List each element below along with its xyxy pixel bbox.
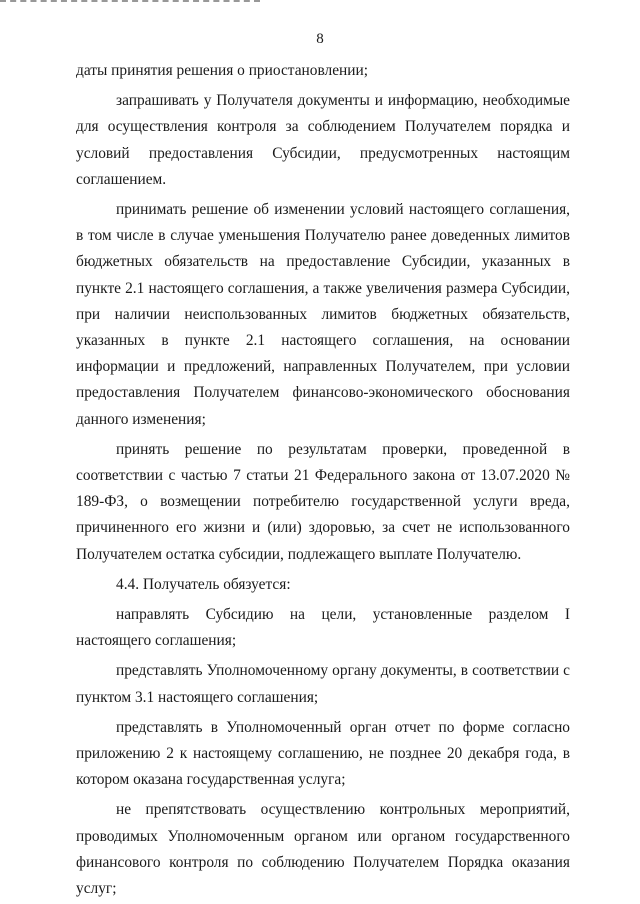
paragraph-control-measures: не препятствовать осуществлению контрольных мероприятий, проводимых Уполномоченным органом или органом государственного финансового контроля по соблюдению Получателем Порядка оказания услуг;	[76, 801, 570, 898]
paragraph-request-documents: запрашивать у Получателя документы и информацию, необходимые для осуществления контроля за соблюдением Получателем порядка и условий предоставления Субсидии, предусмотренных настоящим соглашением.	[76, 92, 570, 188]
paragraph-submit-documents: представлять Уполномоченному органу документы, в соответствии с пунктом 3.1 настоящего соглашения;	[76, 662, 570, 706]
paragraph-continuation: даты принятия решения о приостановлении;	[76, 62, 369, 79]
page-number: 8	[316, 31, 324, 47]
paragraph-compensation-decision: принять решение по результатам проверки, проведенной в соответствии с частью 7 статьи 21 Федерального закона от 13.07.2020 № 189-ФЗ, о возмещении потребителю государственной услуги вреда, причиненного его жизни и (или) здоровью, за счет не использованного Получателем остатка субсидии, подлежащего выплате Получателю.	[76, 440, 570, 563]
paragraph-submit-report: представлять в Уполномоченный орган отчет по форме согласно приложению 2 к настоящему соглашению, не позднее 20 декабря года, в котором оказана государственная услуга;	[76, 718, 570, 789]
paragraph-change-conditions: принимать решение об изменении условий настоящего соглашения, в том числе в случае уменьшения Получателю ранее доведенных лимитов бюджетных обязательств на предоставление Субсидии, указанных в пункте 2.1 настоящего соглашения, а также увеличения размера Субсидии, при наличии неиспользованных лимитов бюджетных обязательств, указанных в пункте 2.1 настоящего соглашения, на основании информации и предложений, направленных Получателем, при условии предоставления Получателем финансово-экономического обоснования данного изменения;	[76, 201, 570, 428]
document-body	[76, 58, 570, 902]
scan-edge-marks	[0, 0, 260, 8]
paragraph-use-subsidy: направлять Субсидию на цели, установленные разделом I настоящего соглашения;	[76, 606, 570, 650]
section-heading-4-4: 4.4. Получатель обязуется:	[116, 575, 291, 593]
